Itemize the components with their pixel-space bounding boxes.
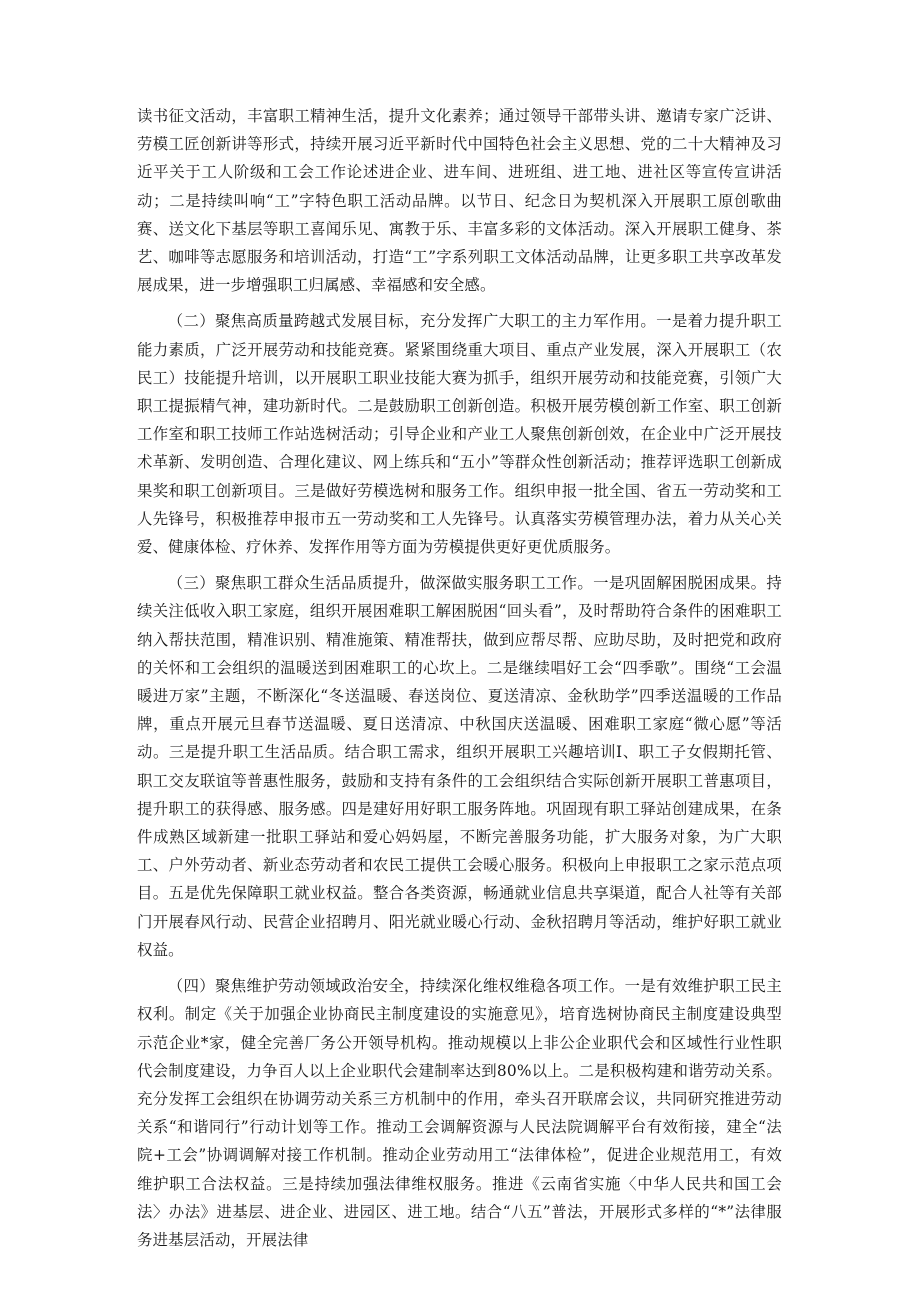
document-body <box>137 102 782 1254</box>
paragraph-section-4: （四）聚焦维护劳动领域政治安全，持续深化维权维稳各项工作。一是有效维护职工民主权利。制定《关于加强企业协商民主制度建设的实施意见》，培育选树协商民主制度建设典型示范企业*家，健全完善厂务公开领导机构。推动规模以上非公企业职代会和区域性行业性职代会制度建设，力争百人以上企业职代会建制率达到80%以上。二是积极构建和谐劳动关系。充分发挥工会组织在协调劳动关系三方机制中的作用，牵头召开联席会议，共同研究推进劳动关系“和谐同行”行动计划等工作。推动工会调解资源与人民法院调解平台有效衔接，建全“法院+工会”协调调解对接工作机制。推动企业劳动用工“法律体检”，促进企业规范用工，有效维护职工合法权益。三是持续加强法律维权服务。推进《云南省实施〈中华人民共和国工会法〉办法》进基层、进企业、进园区、进工地。结合“八五”普法，开展形式多样的“*”法律服务进基层活动，开展法律 <box>137 977 782 1249</box>
paragraph-section-2: （二）聚焦高质量跨越式发展目标，充分发挥广大职工的主力军作用。一是着力提升职工能力素质，广泛开展劳动和技能竞赛。紧紧围绕重大项目、重点产业发展，深入开展职工（农民工）技能提升培训，以开展职工职业技能大赛为抓手，组织开展劳动和技能竞赛，引领广大职工提振精气神，建功新时代。二是鼓励职工创新创造。积极开展劳模创新工作室、职工创新工作室和职工技师工作站选树活动；引导企业和产业工人聚焦创新创效，在企业中广泛开展技术革新、发明创造、合理化建议、网上练兵和“五小”等群众性创新活动；推荐评选职工创新成果奖和职工创新项目。三是做好劳模选树和服务工作。组织申报一批全国、省五一劳动奖和工人先锋号，积极推荐申报市五一劳动奖和工人先锋号。认真落实劳模管理办法，着力从关心关爱、健康体检、疗休养、发挥作用等方面为劳模提供更好更优质服务。 <box>137 312 782 557</box>
paragraph-section-3: （三）聚焦职工群众生活品质提升，做深做实服务职工工作。一是巩固解困脱困成果。持续关注低收入职工家庭，组织开展困难职工解困脱困“回头看”，及时帮助符合条件的困难职工纳入帮扶范围，精准识别、精准施策、精准帮扶，做到应帮尽帮、应助尽助，及时把党和政府的关怀和工会组织的温暖送到困难职工的心坎上。二是继续唱好工会“四季歌”。围绕“工会温暖进万家”主题，不断深化“冬送温暖、春送岗位、夏送清凉、金秋助学”四季送温暖的工作品牌，重点开展元旦春节送温暖、夏日送清凉、中秋国庆送温暖、困难职工家庭“微心愿”等活动。三是提升职工生活品质。结合职工需求，组织开展职工兴趣培训Ⅰ、职工子女假期托管、职工交友联谊等普惠性服务，鼓励和支持有条件的工会组织结合实际创新开展职工普惠项目，提升职工的获得感、服务感。四是建好用好职工服务阵地。巩固现有职工驿站创建成果，在条件成熟区域新建一批职工驿站和爱心妈妈屋，不断完善服务功能，扩大服务对象，为广大职工、户外劳动者、新业态劳动者和农民工提供工会暖心服务。积极向上申报职工之家示范点项目。五是优先保障职工就业权益。整合各类资源，畅通就业信息共享渠道，配合人社等有关部门开展春风行动、民营企业招聘月、阳光就业暖心行动、金秋招聘月等活动，维护好职工就业权益。 <box>137 574 782 959</box>
paragraph-continuation: 读书征文活动，丰富职工精神生活，提升文化素养；通过领导干部带头讲、邀请专家广泛讲、劳模工匠创新讲等形式，持续开展习近平新时代中国特色社会主义思想、党的二十大精神及习近平关于工人阶级和工会工作论述进企业、进车间、进班组、进工地、进社区等宣传宣讲活动；二是持续叫响“工”字特色职工活动品牌。以节日、纪念日为契机深入开展职工原创歌曲赛、送文化下基层等职工喜闻乐见、寓教于乐、丰富多彩的文体活动。深入开展职工健身、茶艺、咖啡等志愿服务和培训活动，打造“工”字系列职工文体活动品牌，让更多职工共享改革发展成果，进一步增强职工归属感、幸福感和安全感。 <box>137 107 782 295</box>
